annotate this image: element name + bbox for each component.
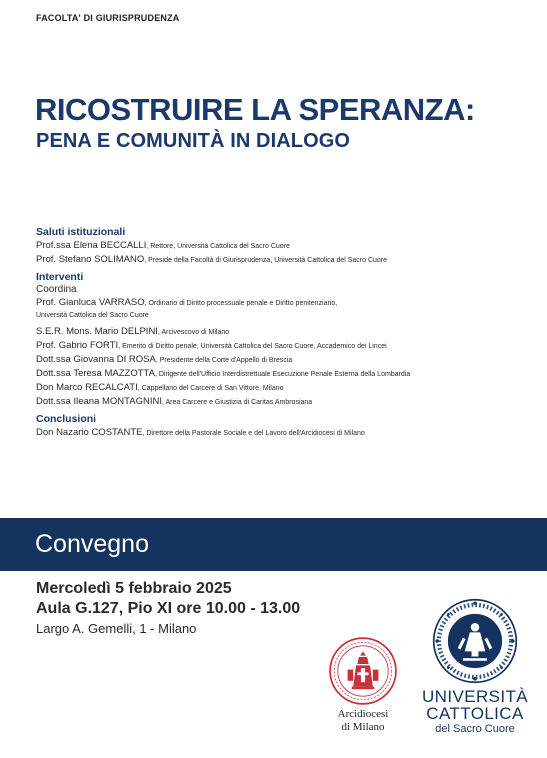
speaker-line xyxy=(36,353,526,367)
arcidiocesi-line2: di Milano xyxy=(341,721,385,733)
convegno-label: Convegno xyxy=(35,530,149,558)
speaker-name: Don Nazario COSTANTE xyxy=(36,427,143,438)
arcidiocesi-line1: Arcidiocesi xyxy=(337,708,389,720)
section-heading-conclusioni: Conclusioni xyxy=(36,413,97,425)
speaker-name: Prof. Gianluca VARRASO xyxy=(36,297,145,308)
speaker-line xyxy=(36,381,526,395)
speaker-role: , Presidente della Corte d'Appello di Brescia xyxy=(155,357,293,364)
universita-name xyxy=(420,688,530,736)
convegno-band xyxy=(0,518,547,571)
speaker-name: Prof.ssa Elena BECCALLI xyxy=(36,240,147,251)
speaker-role: , Dirigente dell'Ufficio Interdistrettuale Esecuzione Penale Esterna della Lombardia xyxy=(154,371,411,378)
universita-line2: CATTOLICA xyxy=(426,704,524,723)
arcidiocesi-seal-icon xyxy=(328,636,398,706)
speaker-name: Don Marco RECALCATI xyxy=(36,382,138,393)
event-subtitle: PENA E COMUNITÀ IN DIALOGO xyxy=(36,130,351,152)
speaker-line xyxy=(36,296,526,310)
speaker-line xyxy=(36,367,526,381)
program-list xyxy=(36,226,526,440)
speaker-line xyxy=(36,239,526,253)
event-title: RICOSTRUIRE LA SPERANZA: xyxy=(35,92,475,127)
section-heading-interventi: Interventi xyxy=(36,271,84,283)
speaker-name: Prof. Stefano SOLIMANO xyxy=(36,254,145,265)
speaker-role: , Cappellano del Carcere di San Vittore, Milano xyxy=(137,385,284,392)
coordina-label: Coordina xyxy=(36,284,77,295)
speaker-role-continued: Università Cattolica del Sacro Cuore xyxy=(36,312,149,319)
speaker-line xyxy=(36,395,526,409)
speaker-name: Dott.ssa Giovanna DI ROSA xyxy=(36,354,156,365)
universita-line1: UNIVERSITÀ xyxy=(421,687,529,706)
speaker-role: , Emerito di Diritto penale, Università Cattolica del Sacro Cuore, Accademico dei Lincei xyxy=(118,343,387,350)
speaker-name: S.E.R. Mons. Mario DELPINI xyxy=(36,326,158,337)
event-address: Largo A. Gemelli, 1 - Milano xyxy=(36,621,197,636)
universita-line3: del Sacro Cuore xyxy=(435,723,515,735)
speaker-role: , Direttore della Pastorale Sociale e del Lavoro dell'Arcidiocesi di Milano xyxy=(142,430,365,437)
speaker-name: Dott.ssa Teresa MAZZOTTA xyxy=(36,368,155,379)
section-heading-saluti: Saluti istituzionali xyxy=(36,226,126,238)
universita-seal-icon xyxy=(432,598,518,684)
speaker-line xyxy=(36,253,526,267)
speaker-role: , Arcivescovo di Milano xyxy=(157,329,230,336)
speaker-role: , Area Carcere e Giustizia di Caritas Ambrosiana xyxy=(162,399,313,406)
event-date: Mercoledì 5 febbraio 2025 xyxy=(36,580,232,597)
speaker-name: Prof. Gabrio FORTI xyxy=(36,340,119,351)
speaker-line xyxy=(36,426,526,440)
event-room-time: Aula G.127, Pio XI ore 10.00 - 13.00 xyxy=(36,600,301,617)
speaker-role: , Rettore, Università Cattolica del Sacro Cuore xyxy=(146,243,290,250)
speaker-line xyxy=(36,339,526,353)
speaker-line xyxy=(36,325,526,339)
arcidiocesi-name xyxy=(318,708,408,734)
faculty-label: FACOLTA' DI GIURISPRUDENZA xyxy=(36,13,180,23)
speaker-name: Dott.ssa Ileana MONTAGNINI xyxy=(36,396,162,407)
speaker-role: , Preside della Facoltà di Giurisprudenza, Università Cattolica del Sacro Cuore xyxy=(144,257,388,264)
speaker-role: , Ordinario di Diritto processuale penale e Diritto penitenziario, xyxy=(144,300,338,307)
